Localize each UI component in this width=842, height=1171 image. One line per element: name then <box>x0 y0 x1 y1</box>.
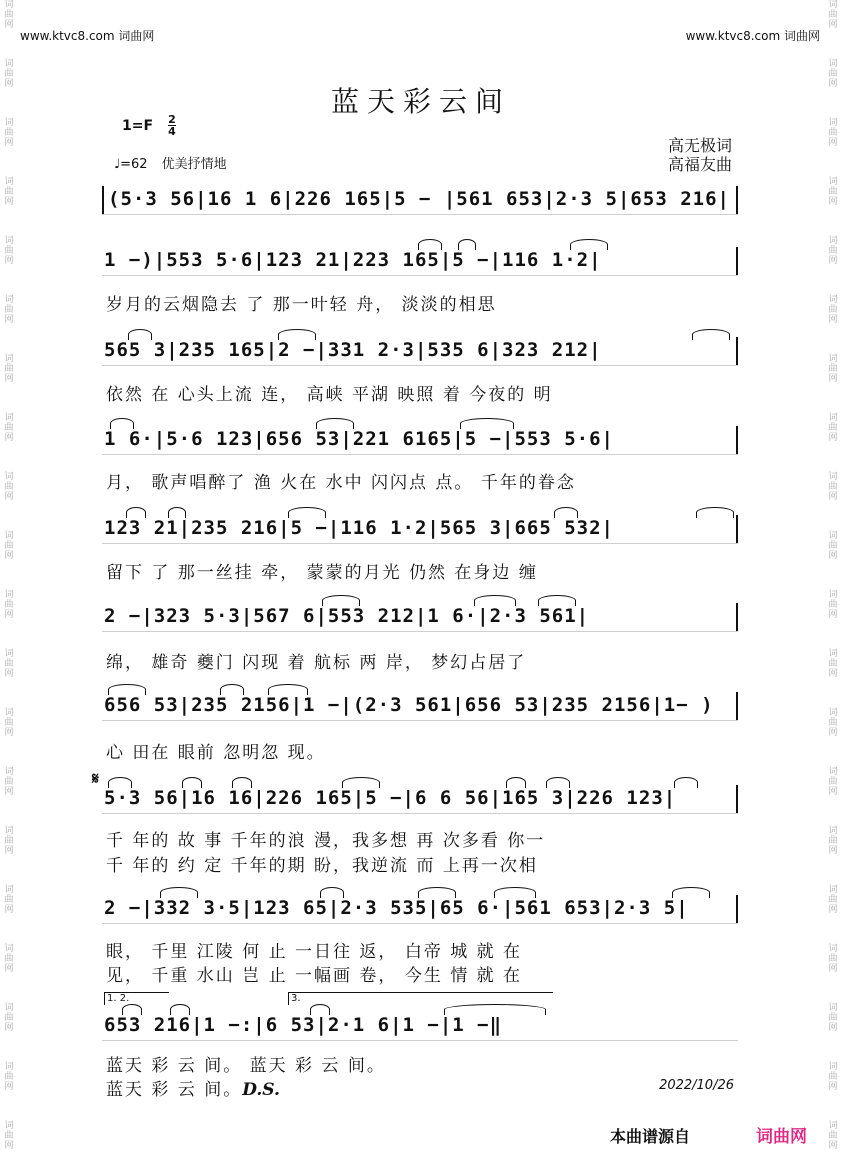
notation-text: 2 −|323 5·3|567 6|553 212|1 6·|2·3 561| <box>104 605 590 627</box>
tempo-marking <box>114 153 227 172</box>
side-watermark-glyphs: 词 曲 网 <box>828 236 838 266</box>
time-signature-top: 2 <box>168 113 176 126</box>
side-watermark-glyphs: 词 曲 网 <box>828 944 838 974</box>
ending-line <box>106 1075 280 1100</box>
side-watermark-glyphs: 词 曲 网 <box>828 118 838 148</box>
side-watermark-glyphs: 词 曲 网 <box>4 413 14 443</box>
side-watermark-glyphs: 词 曲 网 <box>828 531 838 561</box>
lyrics-line-1: 岁月的云烟隐去 了 那一叶轻 舟， 淡淡的相思 <box>106 295 497 315</box>
side-watermark-glyphs: 词 曲 网 <box>4 295 14 325</box>
score-line-6 <box>102 601 738 649</box>
notation-text: 1 6·|5·6 123|656 53|221 6165|5 −|553 5·6| <box>104 428 614 450</box>
notation-text: 1 −)|553 5·6|123 21|223 165|5 −|116 1·2| <box>104 249 602 271</box>
side-watermark-glyphs: 词 曲 网 <box>4 472 14 502</box>
notation-text: 653 216|1 −:|6 53|2·1 6|1 −|1 −‖ <box>104 1014 503 1036</box>
side-watermark-glyphs: 词 曲 网 <box>828 826 838 856</box>
side-watermark-right <box>826 0 840 1171</box>
side-watermark-glyphs: 词 曲 网 <box>828 472 838 502</box>
side-watermark-glyphs: 词 曲 网 <box>828 0 838 30</box>
lyricist-credit: 高无极词 <box>667 136 732 155</box>
score-line-4 <box>102 424 738 472</box>
notation-text: (5·3 56|16 1 6|226 165|5 − |561 653|2·3 5|653 216| <box>108 188 730 210</box>
side-watermark-glyphs: 词 曲 网 <box>4 59 14 89</box>
lyrics-line-6: 心 田在 眼前 忽明忽 现。 <box>106 743 326 763</box>
song-title: 蓝天彩云间 <box>330 85 511 118</box>
ending-lyric: 蓝天 彩 云 间。 <box>106 1080 243 1100</box>
side-watermark-glyphs: 词 曲 网 <box>828 590 838 620</box>
score-line-9 <box>102 893 738 941</box>
side-watermark-glyphs: 词 曲 网 <box>828 59 838 89</box>
side-watermark-glyphs: 词 曲 网 <box>828 354 838 384</box>
source-label: 本曲谱源自 <box>610 1127 691 1146</box>
lyrics-line-7a: 千 年的 故 事 千年的浪 漫，我多想 再 次多看 你一 <box>106 831 546 851</box>
side-watermark-glyphs: 词 曲 网 <box>828 1062 838 1092</box>
notation-text: 656 53|235 2156|1 −|(2·3 561|656 53|235 2156|1− ) <box>104 694 714 716</box>
lyrics-line-5: 绵， 雄奇 夔门 闪现 着 航标 两 岸， 梦幻占居了 <box>106 653 527 673</box>
score-line-8 <box>102 783 738 831</box>
side-watermark-glyphs: 词 曲 网 <box>4 118 14 148</box>
side-watermark-glyphs: 词 曲 网 <box>828 767 838 797</box>
score-date: 2022/10/26 <box>659 1078 734 1093</box>
key-signature: 1=F <box>122 118 154 134</box>
dal-segno-mark: D.S. <box>242 1080 280 1100</box>
lyrics-line-7b: 千 年的 约 定 千年的期 盼，我逆流 而 上再一次相 <box>106 856 538 876</box>
segno-sign: 𝄋 <box>92 769 99 788</box>
side-watermark-glyphs: 词 曲 网 <box>4 354 14 384</box>
side-watermark-glyphs: 词 曲 网 <box>4 944 14 974</box>
notation-text: 5·3 56|16 16|226 165|5 −|6 6 56|165 3|226 123| <box>104 787 677 809</box>
score-line-5 <box>102 513 738 561</box>
side-watermark-left <box>2 0 16 1171</box>
notation-text: 565 3|235 165|2 −|331 2·3|535 6|323 212| <box>104 339 602 361</box>
side-watermark-glyphs: 词 曲 网 <box>828 708 838 738</box>
composer-credit: 高福友曲 <box>667 155 732 174</box>
time-signature <box>168 114 176 137</box>
side-watermark-glyphs: 词 曲 网 <box>4 649 14 679</box>
lyrics-line-8b: 见， 千重 水山 岂 止 一幅画 卷， 今生 情 就 在 <box>106 966 523 986</box>
side-watermark-glyphs: 词 曲 网 <box>4 236 14 266</box>
score-line-1 <box>102 184 738 232</box>
lyrics-line-8a: 眼， 千里 江陵 何 止 一日往 返， 白帝 城 就 在 <box>106 942 523 962</box>
brand-logo-text[interactable]: 词曲网 <box>756 1127 807 1147</box>
tempo-value: ♩=62 <box>114 157 148 172</box>
time-signature-bottom: 4 <box>168 125 176 138</box>
score-line-3 <box>102 335 738 383</box>
notation-text: 123 21|235 216|5 −|116 1·2|565 3|665 532| <box>104 517 614 539</box>
lyrics-line-2: 依然 在 心头上流 连， 高峡 平湖 映照 着 今夜的 明 <box>106 385 553 405</box>
side-watermark-glyphs: 词 曲 网 <box>4 1062 14 1092</box>
side-watermark-glyphs: 词 曲 网 <box>4 767 14 797</box>
site-watermark-right: www.ktvc8.com 词曲网 <box>685 29 820 43</box>
side-watermark-glyphs: 词 曲 网 <box>828 1003 838 1033</box>
side-watermark-glyphs: 词 曲 网 <box>4 177 14 207</box>
side-watermark-glyphs: 词 曲 网 <box>4 708 14 738</box>
lyrics-line-3: 月， 歌声唱醉了 渔 火在 水中 闪闪点 点。 千年的眷念 <box>106 473 576 493</box>
expression-marking: 优美抒情地 <box>161 157 227 172</box>
side-watermark-glyphs: 词 曲 网 <box>828 885 838 915</box>
side-watermark-glyphs: 词 曲 网 <box>4 0 14 30</box>
score-line-7 <box>102 690 738 738</box>
side-watermark-glyphs: 词 曲 网 <box>828 177 838 207</box>
volta-third-ending: 3. <box>288 992 553 1005</box>
volta-first-ending: 1. 2. <box>104 992 169 1005</box>
side-watermark-glyphs: 词 曲 网 <box>4 885 14 915</box>
side-watermark-glyphs: 词 曲 网 <box>828 295 838 325</box>
score-line-2 <box>102 245 738 293</box>
notation-text: 2 −|332 3·5|123 65|2·3 535|65 6·|561 653|2·3 5| <box>104 897 689 919</box>
lyrics-line-4: 留下 了 那一丝挂 牵， 蒙蒙的月光 仍然 在身边 缠 <box>106 563 538 583</box>
site-watermark-left: www.ktvc8.com 词曲网 <box>20 29 155 43</box>
side-watermark-glyphs: 词 曲 网 <box>828 413 838 443</box>
side-watermark-glyphs: 词 曲 网 <box>828 649 838 679</box>
side-watermark-glyphs: 词 曲 网 <box>4 531 14 561</box>
side-watermark-glyphs: 词 曲 网 <box>4 1003 14 1033</box>
side-watermark-glyphs: 词 曲 网 <box>4 1121 14 1151</box>
side-watermark-glyphs: 词 曲 网 <box>828 1121 838 1151</box>
lyrics-line-9: 蓝天 彩 云 间。 蓝天 彩 云 间。 <box>106 1056 386 1076</box>
side-watermark-glyphs: 词 曲 网 <box>4 590 14 620</box>
side-watermark-glyphs: 词 曲 网 <box>4 826 14 856</box>
